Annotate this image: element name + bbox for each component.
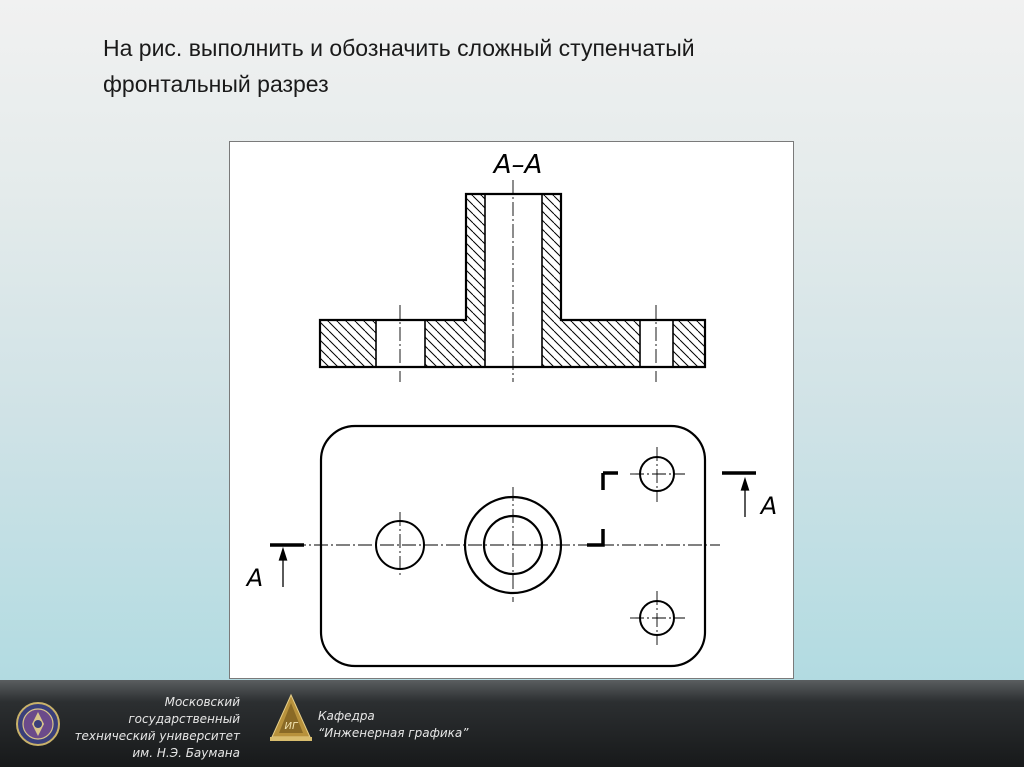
view-arrows bbox=[280, 479, 749, 587]
department-logo-icon bbox=[268, 693, 314, 743]
department-line-1: Кафедра bbox=[318, 709, 375, 723]
university-line-3: им. Н.Э. Баумана bbox=[132, 746, 240, 760]
section-title: А–А bbox=[493, 150, 543, 180]
hatch-flange-left-outer bbox=[320, 320, 376, 367]
technical-drawing bbox=[229, 141, 794, 679]
hatch-boss-left bbox=[466, 194, 485, 320]
drawing-canvas bbox=[230, 142, 795, 680]
university-line-1: Московский государственный bbox=[128, 695, 240, 726]
department-name bbox=[318, 708, 538, 742]
department-line-2: “Инженерная графика” bbox=[318, 726, 469, 740]
slide-title-line-1: На рис. выполнить и обозначить сложный ступенчатый bbox=[103, 35, 695, 61]
plate-outline bbox=[321, 426, 705, 666]
university-line-2: технический университет bbox=[74, 729, 240, 743]
section-outline bbox=[320, 194, 705, 367]
hatch-boss-right bbox=[542, 194, 561, 320]
top-view bbox=[245, 426, 777, 666]
svg-text:ИГ: ИГ bbox=[284, 721, 298, 732]
hatch-flange-left-inner bbox=[425, 320, 485, 367]
slide-title bbox=[103, 30, 923, 102]
section-view bbox=[320, 180, 705, 382]
cut-label-right: А bbox=[760, 492, 778, 520]
cut-label-left: А bbox=[246, 564, 264, 592]
hatch-flange-right-inner bbox=[542, 320, 640, 367]
university-emblem-icon bbox=[16, 702, 60, 746]
university-name bbox=[60, 694, 240, 762]
hatch-flange-right-outer bbox=[673, 320, 705, 367]
slide-title-line-2: фронтальный разрез bbox=[103, 71, 329, 97]
